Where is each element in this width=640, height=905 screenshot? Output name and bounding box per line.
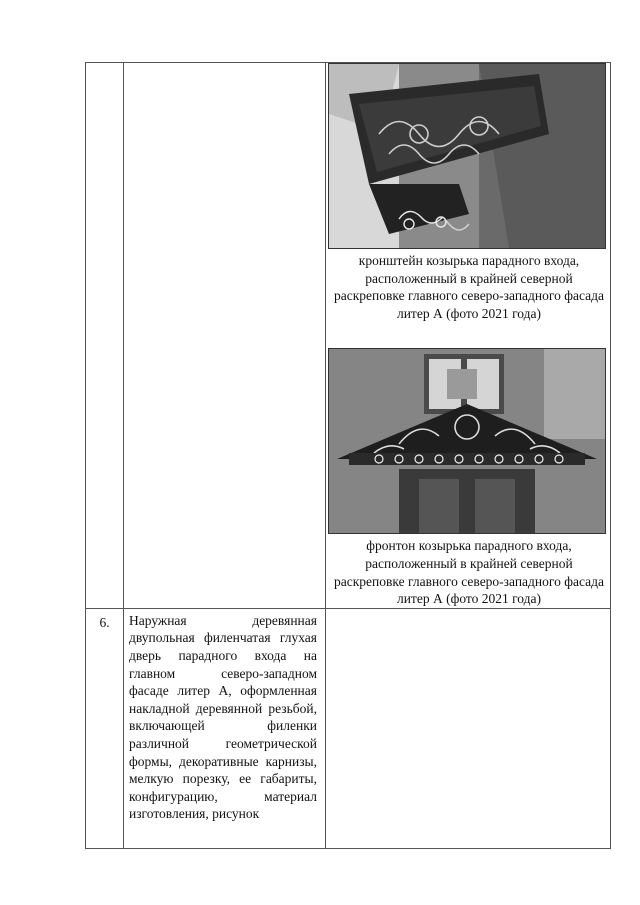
photo-cell (326, 608, 611, 848)
row-number: 6. (99, 614, 110, 630)
table-row (86, 63, 611, 609)
object-table (85, 62, 611, 849)
photo-cell (326, 63, 611, 609)
row-number-cell (86, 608, 124, 848)
table-row (86, 608, 611, 848)
photo-caption: фронтон козырька парадного входа, расположенный в крайней северной раскреповке главного северо-западного фасада литер А (фото 2021 года) (334, 538, 604, 607)
row-description: Наружная деревянная двупольная филенчатая глухая дверь парадного входа на главном северо-западном фасаде литер А, оформленная накладной деревянной резьбой, включающей филенки различной геометрической формы, декоративные карнизы, мелкую порезку, ее габариты, конфигурацию, материал изготовления, рисунок (129, 612, 317, 822)
photo-caption: кронштейн козырька парадного входа, расположенный в крайней северной раскреповке главного северо-западного фасада литер А (фото 2021 года) (334, 253, 604, 321)
row-number-cell (86, 63, 124, 609)
row-number (86, 63, 123, 69)
row-description (124, 63, 325, 66)
description-cell (124, 608, 326, 848)
description-cell (124, 63, 326, 609)
photo-canopy-pediment (328, 348, 606, 534)
photo-canopy-bracket (328, 63, 606, 249)
